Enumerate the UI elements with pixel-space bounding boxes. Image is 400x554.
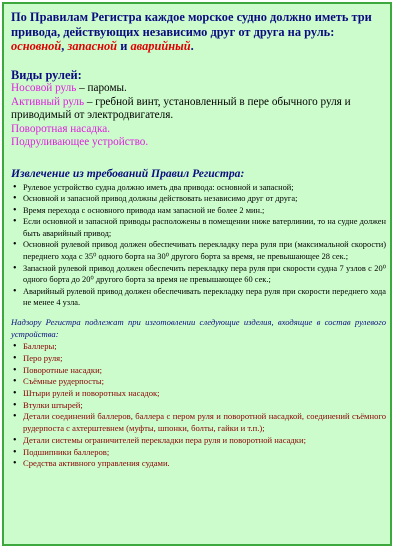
spacer bbox=[11, 54, 386, 68]
document-panel bbox=[2, 2, 392, 546]
requirements-list bbox=[11, 182, 386, 310]
supervision-note: Надзору Регистра подлежат при изготовлении следующие изделия, входящие в состав рулевого устройства: bbox=[11, 317, 386, 339]
rudder-type-desc: – гребной винт, установленный в пере обычного руля и приводимый от электродвигателя. bbox=[11, 95, 351, 121]
requirement-item: • Рулевое устройство судна должно иметь два привода: основной и запасной; bbox=[11, 182, 386, 194]
supervised-part-item: • Детали соединений баллеров, баллера с пером руля и поворотной насадкой, соединений съёмного рудерпоста с ахтерштевнем (муфты, шпонки, болты, гайки и т.п.); bbox=[11, 411, 386, 434]
rudder-type-name: Подруливающее устройство. bbox=[11, 136, 149, 148]
requirement-item: • Запасной рулевой привод должен обеспечить перекладку пера руля при скорости судна 7 узлов с 20⁰ одного борта до 20⁰ другого борта за время не превышающее 60 сек.; bbox=[11, 263, 386, 286]
intro-text: По Правилам Регистра каждое морское судно должно иметь три привода, действующих независимо друг от друга на руль: bbox=[11, 10, 372, 39]
requirement-item: • Аварийный рулевой привод должен обеспечивать перекладку пера руля при скорости переднего хода не менее 4 узла. bbox=[11, 286, 386, 309]
supervised-parts-list bbox=[11, 341, 386, 470]
requirement-item: • Основной рулевой привод должен обеспечивать перекладку пера руля при (максимальной скорости) переднего хода с 35⁰ одного борта на 30⁰ другого борта за время, не превышающее 28 сек.; bbox=[11, 239, 386, 262]
supervised-part-item: • Баллеры; bbox=[11, 341, 386, 353]
supervised-part-item: • Втулки штырей; bbox=[11, 400, 386, 412]
rudder-type-item bbox=[11, 82, 386, 96]
requirement-item: • Время перехода с основного привода нам запасной не более 2 мин.; bbox=[11, 205, 386, 217]
main-drive-label: основной bbox=[11, 39, 62, 53]
rudder-type-name: Активный руль bbox=[11, 95, 85, 108]
rudder-type-item bbox=[11, 96, 386, 123]
rudder-type-item bbox=[11, 123, 386, 137]
requirement-item: • Если основной и запасной приводы расположены в помещении ниже ватерлинии, то на судне должен быть аварийный привод; bbox=[11, 216, 386, 239]
emergency-drive-label: аварийный bbox=[130, 39, 191, 53]
rudder-type-item bbox=[11, 136, 386, 150]
supervised-part-item: • Детали системы ограничителей перекладки пера руля и поворотной насадки; bbox=[11, 435, 386, 447]
and-word: и bbox=[120, 39, 128, 53]
supervised-part-item: • Средства активного управления судами. bbox=[11, 458, 386, 470]
spacer bbox=[11, 150, 386, 164]
supervised-part-item: • Съёмные рудерпосты; bbox=[11, 376, 386, 388]
supervised-part-item: • Штыри рулей и поворотных насадок; bbox=[11, 388, 386, 400]
requirement-item: • Основной и запасной привод должны действовать независимо друг от друга; bbox=[11, 193, 386, 205]
rudder-types-heading: Виды рулей: bbox=[11, 67, 82, 82]
rudder-type-name: Поворотная насадка. bbox=[11, 122, 111, 135]
supervised-part-item: • Подшипники баллеров; bbox=[11, 447, 386, 459]
rudder-types-title: Виды рулей bbox=[11, 67, 78, 82]
rudder-type-name: Носовой руль bbox=[11, 82, 77, 94]
intro-paragraph: По Правилам Регистра каждое морское судно должно иметь три привода, действующих независимо друг от друга на руль: основной, запасной и аварийный. bbox=[11, 10, 372, 53]
rudder-types-list bbox=[11, 82, 386, 150]
supervised-part-item: • Поворотные насадки; bbox=[11, 365, 386, 377]
rudder-type-desc: – паромы. bbox=[76, 82, 127, 94]
requirements-heading: Извлечение из требований Правил Регистра: bbox=[11, 166, 245, 180]
supervised-part-item: • Перо руля; bbox=[11, 353, 386, 365]
spare-drive-label: запасной bbox=[67, 39, 118, 53]
